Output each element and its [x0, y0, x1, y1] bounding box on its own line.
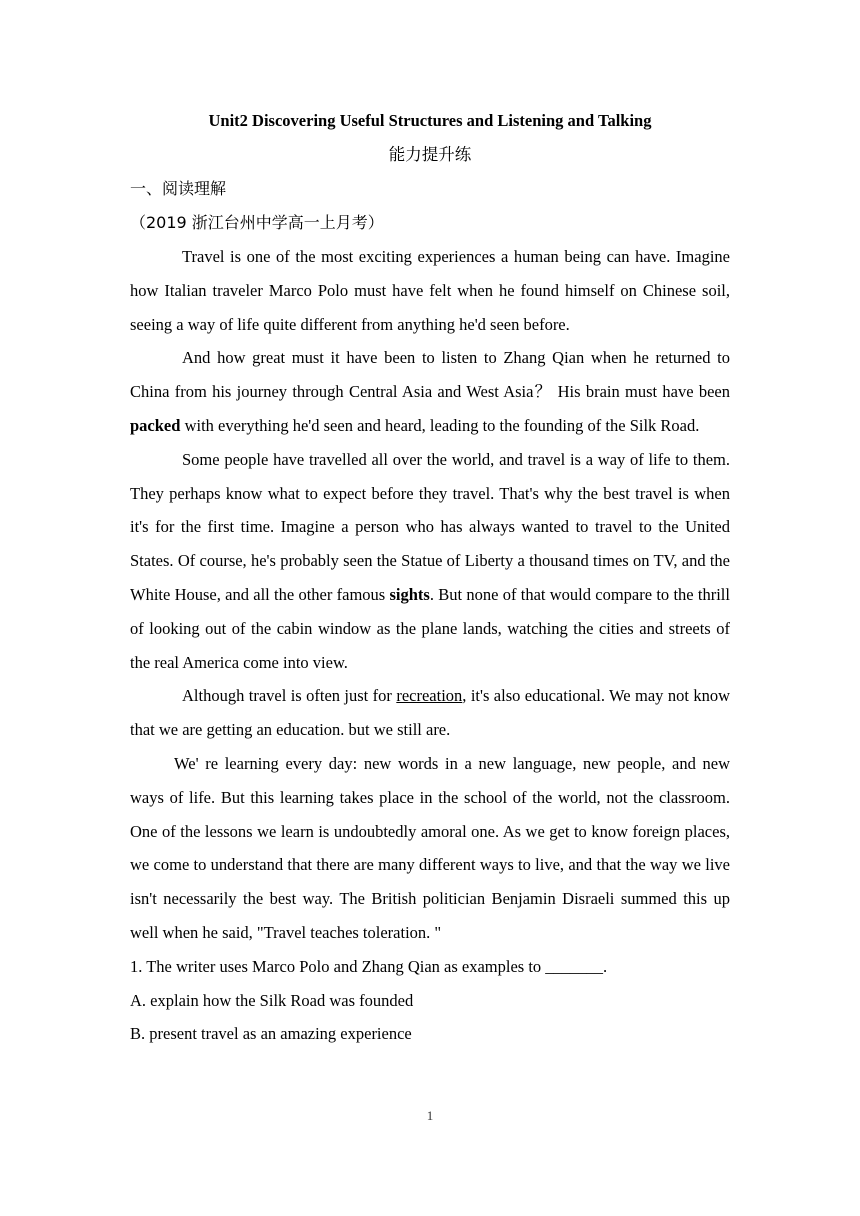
passage-paragraph-5: We' re learning every day: new words in a new language, new people, and new ways of life. But this learning takes place in the school of the world, not the classroom. One of the lessons we learn is undoubtedly amoral one. As we get to know foreign places, we come to understand that there are many different ways to live, and that the way we live isn't necessarily the best way. The British politician Benjamin Disraeli summed this up well when he said, "Travel teaches toleration. " — [130, 753, 730, 942]
paragraph-2-text-start: And how great must it have been to listen to Zhang Qian when he returned to China from his journey through Central Asia and West Asia？ His brain must have been — [130, 348, 730, 402]
passage-paragraph-4 — [130, 679, 730, 747]
paragraph-2-text-end: with everything he'd seen and heard, leading to the founding of the Silk Road. — [180, 415, 700, 435]
section-heading: 一、阅读理解 — [130, 179, 227, 198]
underlined-word-recreation: recreation — [396, 686, 463, 706]
passage-paragraph-2 — [130, 341, 730, 442]
paragraph-4-text-end: , it's also educational. We may not know that we are getting an education. but we still are. — [130, 686, 730, 740]
question-1-stem: 1. The writer uses Marco Polo and Zhang Qian as examples to _______. — [130, 956, 608, 976]
document-title: Unit2 Discovering Useful Structures and Listening and Talking — [208, 111, 652, 130]
bold-word-packed: packed — [130, 415, 181, 435]
exam-source: （2019 浙江台州中学高一上月考） — [130, 213, 384, 232]
question-1-option-b: B. present travel as an amazing experience — [130, 1024, 412, 1044]
page-content — [130, 104, 730, 1051]
paragraph-3-text-end: . But none of that would compare to the thrill of looking out of the cabin window as the plane lands, watching the cities and streets of the real America come into view. — [130, 584, 730, 672]
passage-paragraph-3 — [130, 443, 730, 680]
paragraph-3-text-start: Some people have travelled all over the world, and travel is a way of life to them. They perhaps know what to expect before they travel. That's why the best travel is when it's for the first time. Imagine a person who has always wanted to travel to the United States. Of course, he's probably seen the Statue of Liberty a thousand times on TV, and the White House, and all the other famous — [130, 449, 730, 604]
passage-paragraph-1: Travel is one of the most exciting experiences a human being can have. Imagine how Italian traveler Marco Polo must have felt when he found himself on Chinese soil, seeing a way of life quite different from anything he'd seen before. — [130, 247, 730, 334]
document-subtitle: 能力提升练 — [388, 145, 472, 164]
question-1-option-a: A. explain how the Silk Road was founded — [130, 990, 414, 1010]
page-number: 1 — [426, 1108, 434, 1123]
paragraph-4-text-start: Although travel is often just for — [182, 686, 397, 706]
bold-word-sights: sights — [389, 584, 430, 604]
